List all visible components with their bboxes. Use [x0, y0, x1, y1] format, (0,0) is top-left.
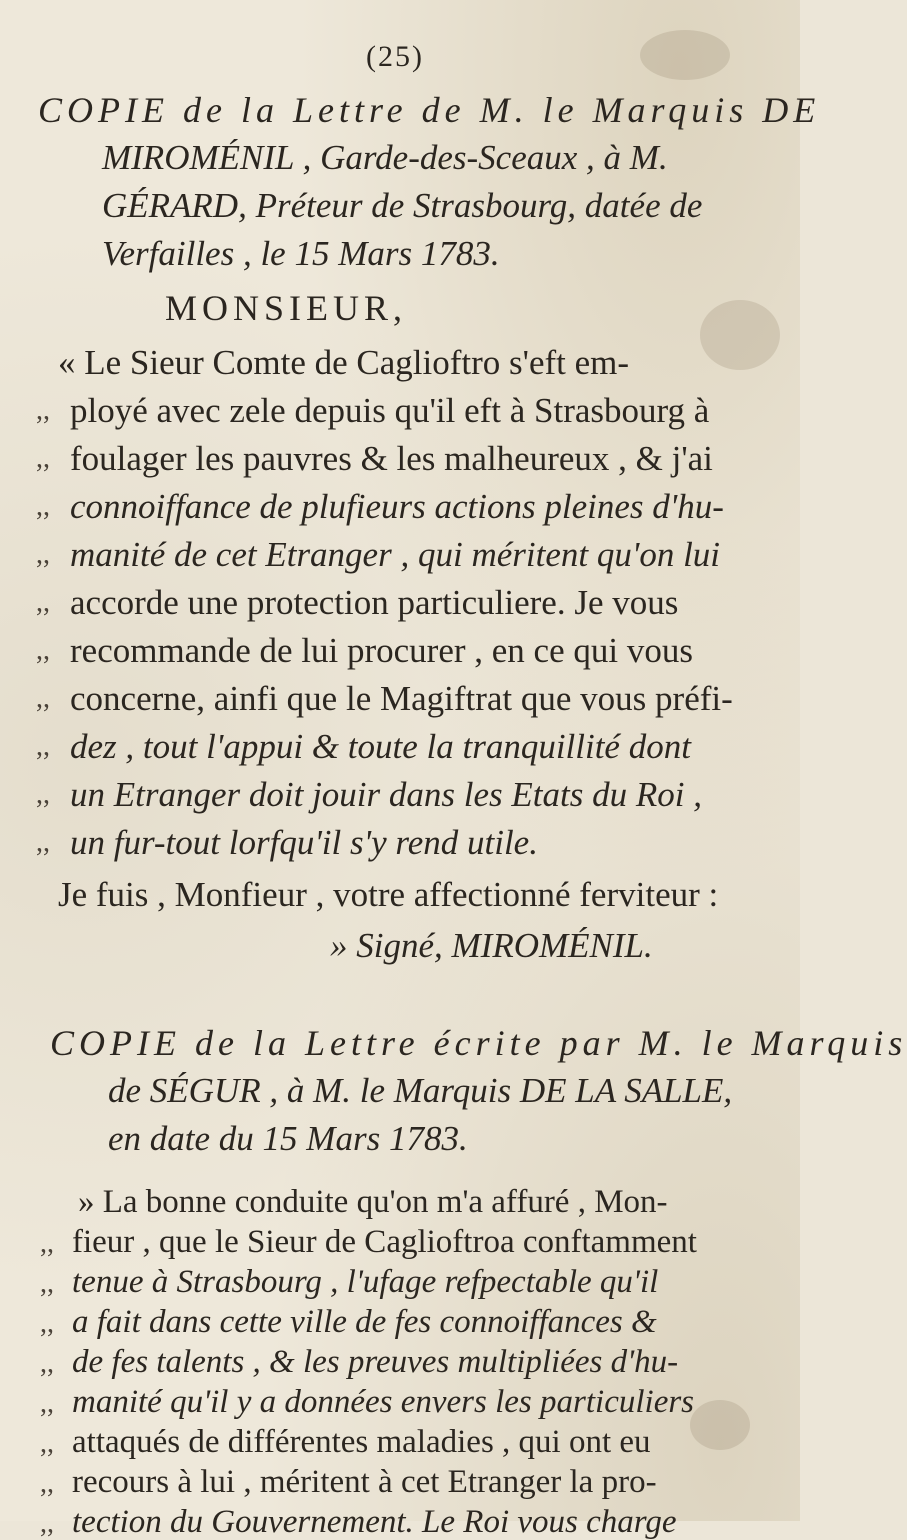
- heading-line: Verfailles , le 15 Mars 1783.: [102, 234, 500, 273]
- signature: » Signé, MIROMÉNIL.: [330, 926, 653, 965]
- body-line: de fes talents , & les preuves multipliées d'hu-: [72, 1344, 679, 1380]
- body-line: accorde une protection particuliere. Je vous: [70, 583, 679, 622]
- page-number: (25): [366, 40, 424, 73]
- quote-mark: ,,: [36, 731, 50, 762]
- quote-mark: ,,: [40, 1308, 54, 1339]
- body-line: tenue à Strasbourg , l'ufage refpectable qu'il: [72, 1264, 659, 1300]
- quote-mark: ,,: [36, 683, 50, 714]
- foxing-stain: [700, 300, 780, 370]
- quote-mark: ,,: [36, 443, 50, 474]
- quote-mark: ,,: [40, 1268, 54, 1299]
- heading-line: GÉRARD, Préteur de Strasbourg, datée de: [102, 186, 703, 225]
- body-line: manité de cet Etranger , qui méritent qu'on lui: [70, 535, 721, 574]
- quote-mark: ,,: [36, 539, 50, 570]
- salutation: MONSIEUR,: [165, 288, 408, 328]
- quote-mark: ,,: [40, 1428, 54, 1459]
- heading-line: en date du 15 Mars 1783.: [108, 1119, 468, 1158]
- quote-mark: ,,: [40, 1388, 54, 1419]
- body-line: recommande de lui procurer , en ce qui vous: [70, 631, 693, 670]
- foxing-stain: [640, 30, 730, 80]
- body-line: « Le Sieur Comte de Caglioftro s'eft em-: [58, 343, 630, 382]
- quote-mark: ,,: [36, 587, 50, 618]
- body-line: connoiffance de plufieurs actions pleines d'hu-: [70, 487, 724, 526]
- quote-mark: ,,: [40, 1508, 54, 1539]
- heading-line: MIROMÉNIL , Garde-des-Sceaux , à M.: [102, 138, 668, 177]
- heading-line: de SÉGUR , à M. le Marquis DE LA SALLE,: [108, 1071, 733, 1110]
- heading-line: COPIE de la Lettre de M. le Marquis DE: [38, 90, 821, 130]
- body-line: » La bonne conduite qu'on m'a affuré , Mon-: [78, 1184, 668, 1220]
- closing-line: Je fuis , Monfieur , votre affectionné ferviteur :: [58, 875, 719, 914]
- body-line: concerne, ainfi que le Magiftrat que vous préfi-: [70, 679, 733, 718]
- heading-line: COPIE de la Lettre écrite par M. le Marquis: [50, 1023, 907, 1063]
- quote-mark: ,,: [40, 1348, 54, 1379]
- quote-mark: ,,: [36, 491, 50, 522]
- quote-mark: ,,: [36, 779, 50, 810]
- body-line: ployé avec zele depuis qu'il eft à Strasbourg à: [70, 391, 710, 430]
- body-line: a fait dans cette ville de fes connoiffances &: [72, 1304, 657, 1340]
- body-line: fieur , que le Sieur de Caglioftroa conftamment: [72, 1224, 697, 1260]
- quote-mark: ,,: [40, 1228, 54, 1259]
- body-line: tection du Gouvernement. Le Roi vous charge: [72, 1504, 677, 1540]
- body-line: manité qu'il y a données envers les particuliers: [72, 1384, 695, 1420]
- body-line: un fur-tout lorfqu'il s'y rend utile.: [70, 823, 538, 862]
- body-line: dez , tout l'appui & toute la tranquillité dont: [70, 727, 691, 766]
- quote-mark: ,,: [36, 635, 50, 666]
- quote-mark: ,,: [36, 827, 50, 858]
- body-line: recours à lui , méritent à cet Etranger la pro-: [72, 1464, 657, 1500]
- body-line: foulager les pauvres & les malheureux , & j'ai: [70, 439, 713, 478]
- foxing-stain: [690, 1400, 750, 1450]
- body-line: attaqués de différentes maladies , qui ont eu: [72, 1424, 651, 1460]
- body-line: un Etranger doit jouir dans les Etats du Roi ,: [70, 775, 702, 814]
- quote-mark: ,,: [36, 395, 50, 426]
- quote-mark: ,,: [40, 1468, 54, 1499]
